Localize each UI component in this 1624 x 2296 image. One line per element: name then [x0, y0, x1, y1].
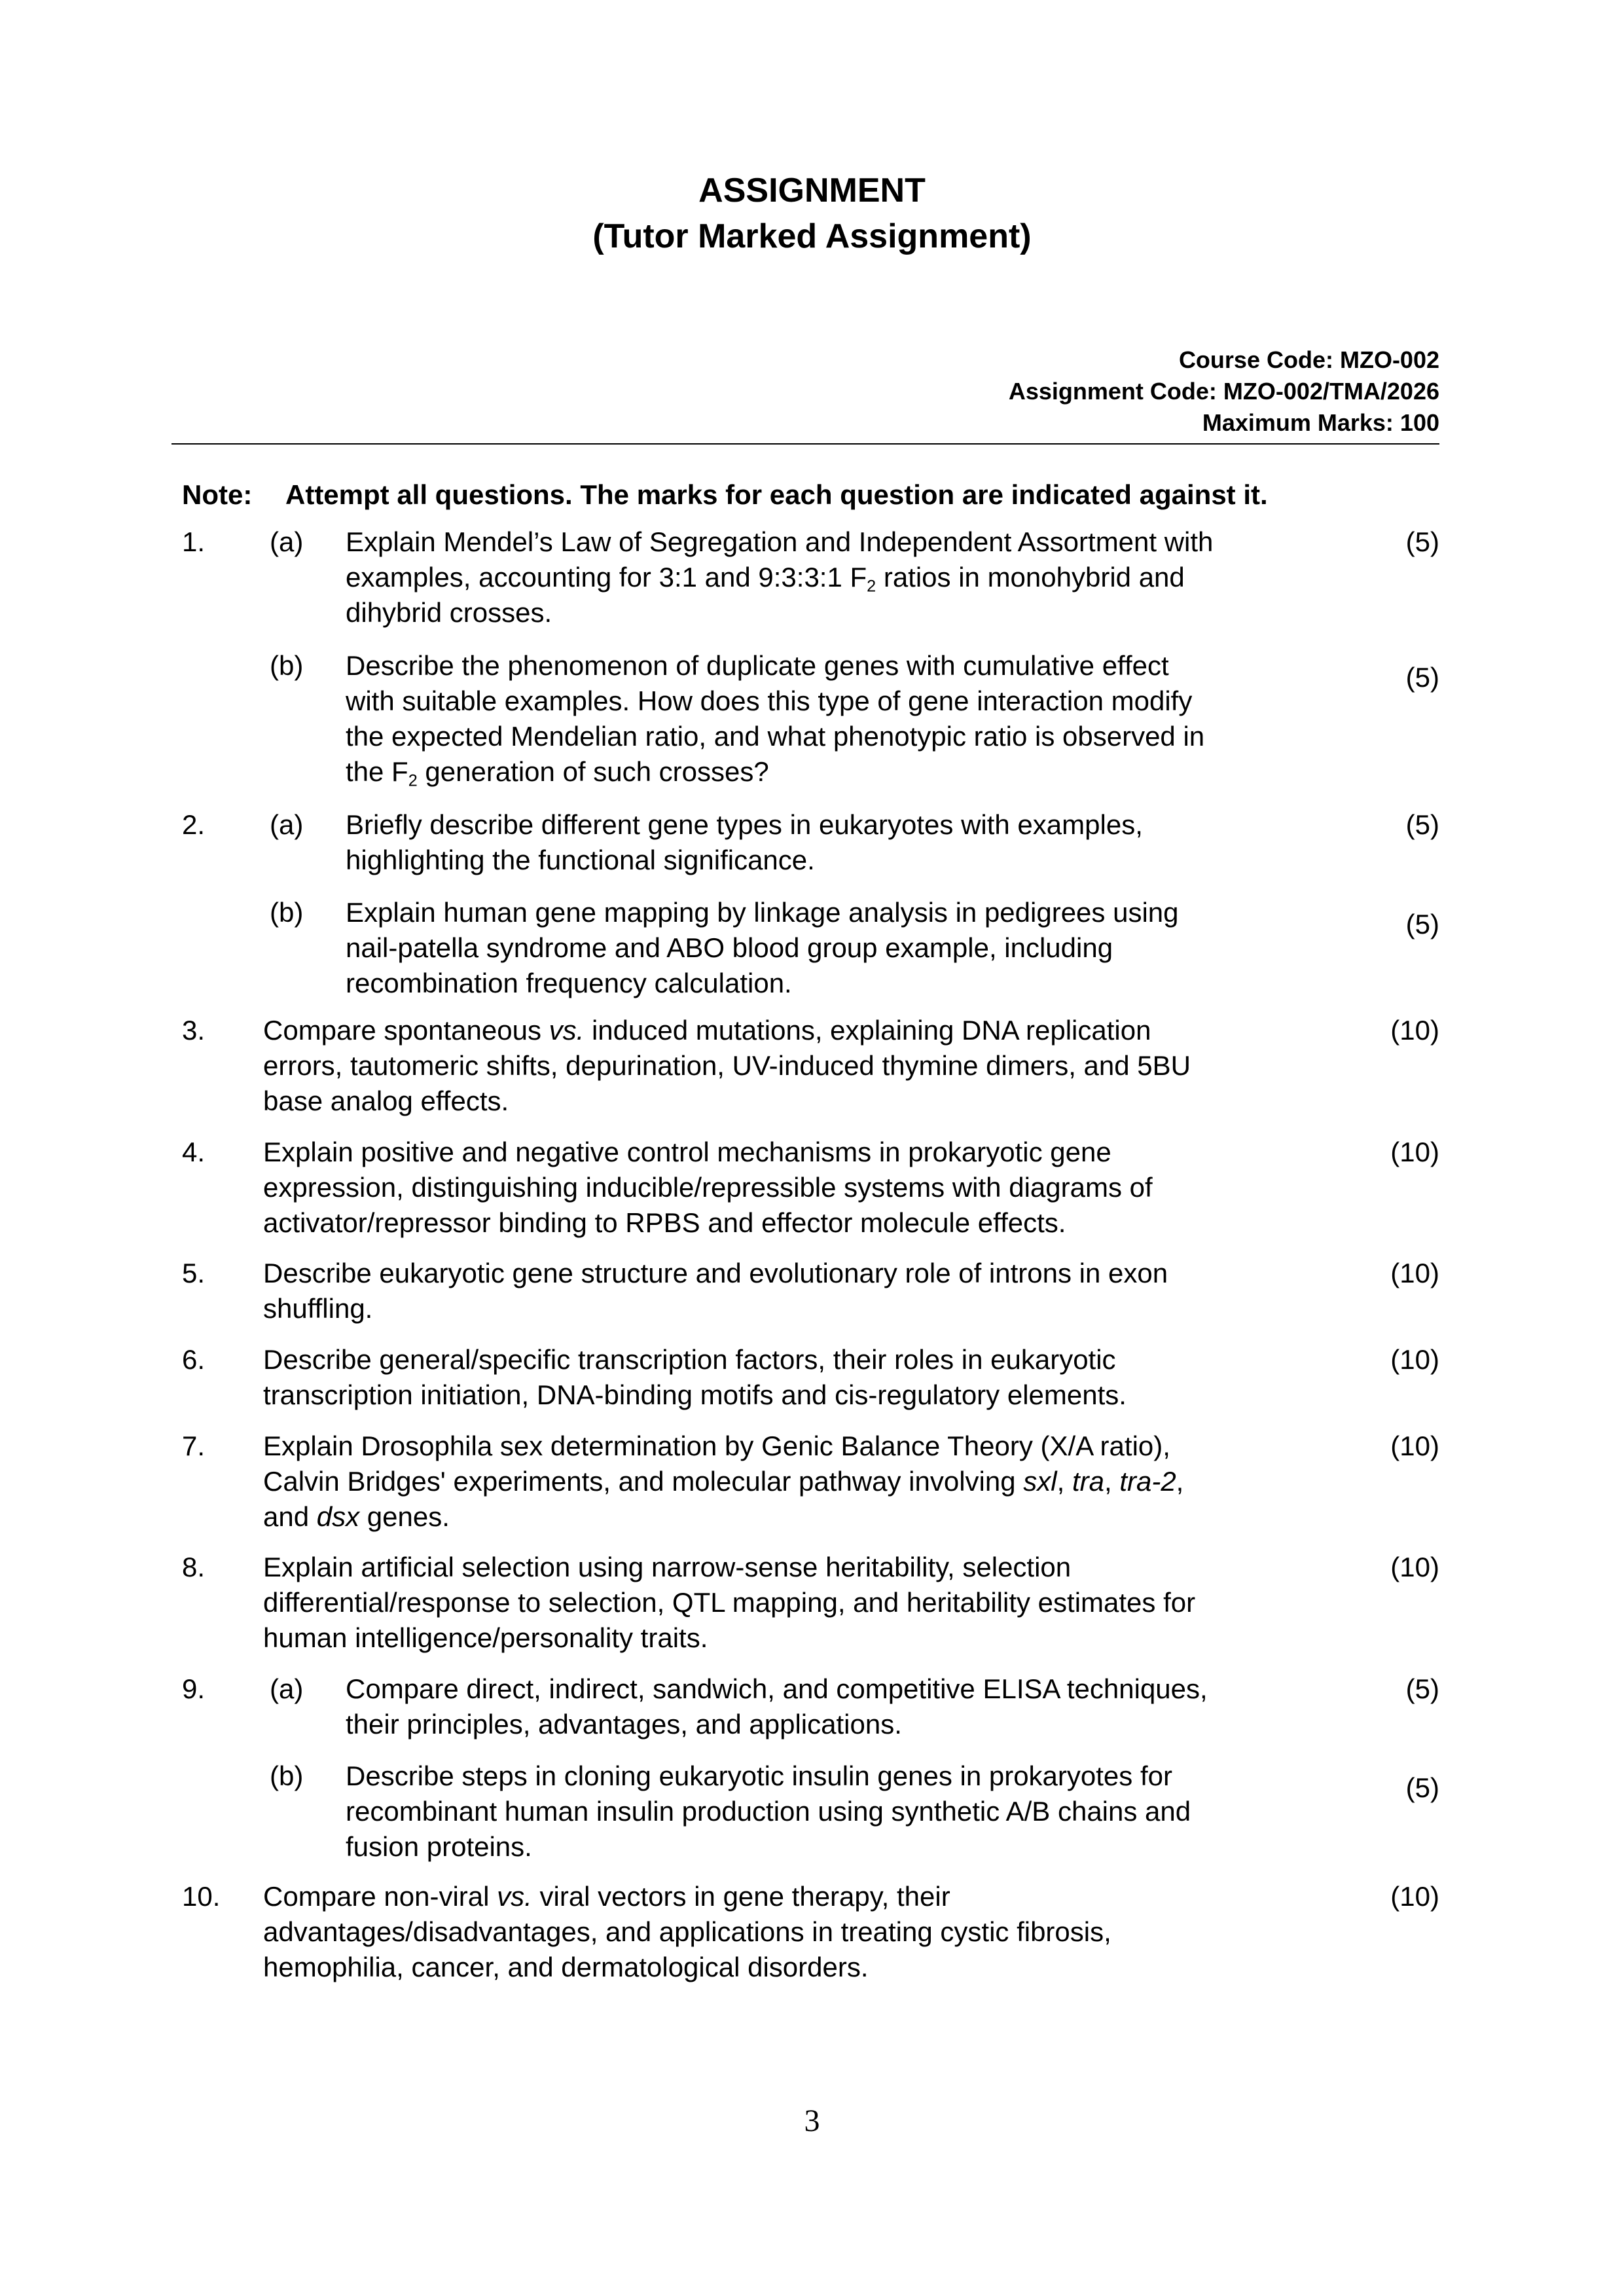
part-label: (b) [270, 897, 304, 928]
note-label: Note: [182, 479, 253, 510]
marks: (10) [1390, 1258, 1439, 1288]
text-line: dihybrid crosses. [346, 597, 552, 628]
question-number: 2. [182, 809, 206, 840]
question-number: 1. [182, 526, 206, 557]
text-line: differential/response to selection, QTL mapping, and heritability estimates for [263, 1587, 1196, 1618]
marks: (10) [1390, 1015, 1439, 1046]
text-line: hemophilia, cancer, and dermatological disorders. [263, 1952, 869, 1982]
marks: (10) [1390, 1430, 1439, 1461]
text-line: fusion proteins. [346, 1831, 532, 1862]
marks: (5) [1405, 1772, 1439, 1803]
question-text [263, 1256, 1324, 1326]
question-text [263, 1550, 1324, 1656]
text-line: with suitable examples. How does this type of gene interaction modify [346, 685, 1193, 716]
marks: (5) [1405, 526, 1439, 557]
question-number: 7. [182, 1430, 206, 1461]
text-line: base analog effects. [263, 1085, 509, 1116]
text-line: Calvin Bridges' experiments, and molecular pathway involving sxl, tra, tra-2, [263, 1466, 1184, 1497]
text-line: activator/repressor binding to RPBS and effector molecule effects. [263, 1207, 1066, 1238]
text-line: Describe general/specific transcription factors, their roles in eukaryotic [263, 1344, 1116, 1375]
text-line: Compare non-viral vs. viral vectors in gene therapy, their [263, 1881, 950, 1912]
question-number: 3. [182, 1015, 206, 1046]
marks: (5) [1405, 809, 1439, 840]
question-text [346, 524, 1327, 630]
question-text [346, 1671, 1327, 1742]
text-line: nail-patella syndrome and ABO blood group example, including [346, 932, 1113, 963]
assignment-code: Assignment Code: MZO-002/TMA/2026 [1008, 378, 1439, 405]
text-line: examples, accounting for 3:1 and 9:3:3:1 $F_2$ ratios in monohybrid and [346, 562, 1185, 596]
text-line: shuffling. [263, 1293, 373, 1324]
question-number: 9. [182, 1673, 206, 1704]
marks: (5) [1405, 662, 1439, 693]
question-text [346, 1758, 1327, 1865]
question-number: 4. [182, 1137, 206, 1167]
text-line: the expected Mendelian ratio, and what phenotypic ratio is observed in [346, 721, 1205, 752]
marks: (10) [1390, 1552, 1439, 1582]
question-text [263, 1879, 1324, 1985]
text-line: Explain artificial selection using narrow-sense heritability, selection [263, 1552, 1072, 1582]
marks: (10) [1390, 1137, 1439, 1167]
text-line: recombination frequency calculation. [346, 968, 792, 998]
text-line: Describe steps in cloning eukaryotic insulin genes in prokaryotes for [346, 1760, 1172, 1791]
text-line: transcription initiation, DNA-binding motifs and cis-regulatory elements. [263, 1379, 1127, 1410]
page-title: ASSIGNMENT [698, 172, 926, 210]
question-text [263, 1135, 1324, 1241]
text-line: Compare direct, indirect, sandwich, and competitive ELISA techniques, [346, 1673, 1208, 1704]
question-number: 5. [182, 1258, 206, 1288]
question-text [263, 1429, 1324, 1535]
question-text [346, 807, 1327, 878]
question-number: 10. [182, 1881, 221, 1912]
question-text [346, 648, 1327, 790]
text-line: the $F_2$ generation of such crosses? [346, 756, 769, 790]
page-number: 3 [804, 2104, 820, 2138]
text-line: Explain Drosophila sex determination by Genic Balance Theory (X/A ratio), [263, 1430, 1170, 1461]
question-number: 6. [182, 1344, 206, 1375]
text-line: errors, tautomeric shifts, depurination, UV-induced thymine dimers, and 5BU [263, 1050, 1191, 1081]
text-line: and dsx genes. [263, 1501, 450, 1532]
marks: (10) [1390, 1881, 1439, 1912]
marks: (5) [1405, 1673, 1439, 1704]
marks: (10) [1390, 1344, 1439, 1375]
question-text [263, 1342, 1324, 1413]
text-line: recombinant human insulin production using synthetic A/B chains and [346, 1796, 1191, 1827]
maximum-marks: Maximum Marks: 100 [1202, 409, 1439, 436]
text-line: Explain human gene mapping by linkage analysis in pedigrees using [346, 897, 1179, 928]
question-text [263, 1013, 1324, 1119]
text-line: Describe eukaryotic gene structure and evolutionary role of introns in exon [263, 1258, 1168, 1288]
note-text: Attempt all questions. The marks for each question are indicated against it. [285, 479, 1268, 510]
marks: (5) [1405, 909, 1439, 939]
part-label: (b) [270, 1760, 304, 1791]
text-line: Explain Mendel’s Law of Segregation and Independent Assortment with [346, 526, 1214, 557]
text-line: Explain positive and negative control mechanisms in prokaryotic gene [263, 1137, 1111, 1167]
divider [171, 443, 1439, 445]
text-line: Compare spontaneous vs. induced mutations, explaining DNA replication [263, 1015, 1151, 1046]
question-number: 8. [182, 1552, 206, 1582]
note [182, 475, 1268, 515]
text-line: advantages/disadvantages, and applications in treating cystic fibrosis, [263, 1916, 1111, 1947]
text-line: expression, distinguishing inducible/repressible systems with diagrams of [263, 1172, 1153, 1203]
question-text [346, 895, 1327, 1001]
course-code: Course Code: MZO-002 [1178, 346, 1439, 373]
text-line: their principles, advantages, and applications. [346, 1709, 902, 1740]
part-label: (b) [270, 650, 304, 681]
text-line: Briefly describe different gene types in eukaryotes with examples, [346, 809, 1143, 840]
text-line: Describe the phenomenon of duplicate genes with cumulative effect [346, 650, 1169, 681]
part-label: (a) [270, 1673, 304, 1704]
text-line: human intelligence/personality traits. [263, 1622, 708, 1653]
part-label: (a) [270, 809, 304, 840]
text-line: highlighting the functional significance. [346, 845, 815, 875]
page-subtitle: (Tutor Marked Assignment) [592, 217, 1032, 255]
assignment-meta [1009, 344, 1439, 439]
part-label: (a) [270, 526, 304, 557]
